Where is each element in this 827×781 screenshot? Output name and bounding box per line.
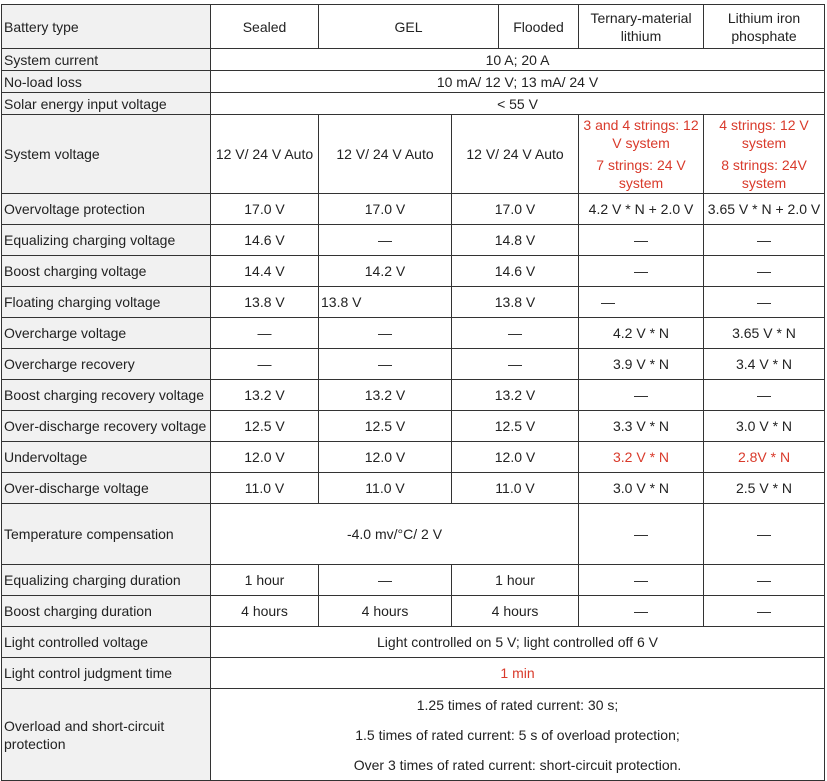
temperature-compensation-lifepo4: — [704, 504, 825, 565]
system-voltage-sealed: 12 V/ 24 V Auto [211, 115, 319, 194]
cell-flooded: 11.0 V [452, 473, 579, 504]
cell-flooded: — [452, 318, 579, 349]
system-voltage-ternary [579, 115, 704, 194]
cell-ternary: 3.9 V * N [579, 349, 704, 380]
cell-lifepo4: 3.0 V * N [704, 411, 825, 442]
cell-flooded: 17.0 V [452, 194, 579, 225]
cell-ternary: 3.0 V * N [579, 473, 704, 504]
cell-ternary: — [579, 225, 704, 256]
boost-duration-ternary: — [579, 596, 704, 627]
no-load-loss-value: 10 mA/ 12 V; 13 mA/ 24 V [211, 71, 825, 93]
eq-duration-gel: — [319, 565, 452, 596]
cell-sealed: 12.0 V [211, 442, 319, 473]
solar-input-value: < 55 V [211, 93, 825, 115]
row-label: Boost charging voltage [2, 256, 211, 287]
cell-flooded: 12.0 V [452, 442, 579, 473]
cell-flooded: 13.8 V [452, 287, 579, 318]
cell-lifepo4: 2.5 V * N [704, 473, 825, 504]
cell-ternary: — [579, 287, 704, 318]
overload-protection-value [211, 689, 825, 781]
cell-gel: 13.8 V [319, 287, 452, 318]
cell-gel: — [319, 225, 452, 256]
lifepo4-strings-24v: 8 strings: 24V system [721, 157, 807, 191]
cell-gel: 12.5 V [319, 411, 452, 442]
cell-ternary: 4.2 V * N [579, 318, 704, 349]
row-label-overload-protection: Overload and short-circuit protection [2, 689, 211, 781]
overload-line-3: Over 3 times of rated current: short-circuit protection. [353, 756, 682, 773]
eq-duration-lifepo4: — [704, 565, 825, 596]
boost-duration-sealed: 4 hours [211, 596, 319, 627]
cell-flooded: 12.5 V [452, 411, 579, 442]
cell-gel: 11.0 V [319, 473, 452, 504]
header-gel: GEL [319, 5, 499, 49]
cell-lifepo4: — [704, 256, 825, 287]
row-label: Floating charging voltage [2, 287, 211, 318]
light-controlled-voltage-value: Light controlled on 5 V; light controlled off 6 V [211, 627, 825, 658]
cell-gel: — [319, 318, 452, 349]
ternary-strings-12v: 3 and 4 strings: 12 V system [583, 117, 699, 151]
row-label: Overcharge voltage [2, 318, 211, 349]
cell-sealed: 13.8 V [211, 287, 319, 318]
eq-duration-sealed: 1 hour [211, 565, 319, 596]
cell-sealed: — [211, 349, 319, 380]
header-lifepo4: Lithium iron phosphate [704, 5, 825, 49]
eq-duration-flooded: 1 hour [452, 565, 579, 596]
overload-line-2: 1.5 times of rated current: 5 s of overload protection; [355, 726, 680, 743]
row-label-boost-duration: Boost charging duration [2, 596, 211, 627]
row-label: Overvoltage protection [2, 194, 211, 225]
header-flooded: Flooded [499, 5, 579, 49]
cell-sealed: 17.0 V [211, 194, 319, 225]
cell-sealed: — [211, 318, 319, 349]
cell-gel: 17.0 V [319, 194, 452, 225]
cell-gel: — [319, 349, 452, 380]
cell-ternary: 4.2 V * N + 2.0 V [579, 194, 704, 225]
cell-lifepo4: 3.65 V * N [704, 318, 825, 349]
cell-gel: 13.2 V [319, 380, 452, 411]
cell-ternary: — [579, 256, 704, 287]
ternary-strings-24v: 7 strings: 24 V system [596, 157, 686, 191]
row-label-system-current: System current [2, 49, 211, 71]
cell-ternary: 3.3 V * N [579, 411, 704, 442]
row-label: Boost charging recovery voltage [2, 380, 211, 411]
temperature-compensation-ternary: — [579, 504, 704, 565]
cell-flooded: — [452, 349, 579, 380]
header-ternary: Ternary-material lithium [579, 5, 704, 49]
cell-lifepo4: 2.8V * N [704, 442, 825, 473]
row-label-temperature-compensation: Temperature compensation [2, 504, 211, 565]
header-battery-type: Battery type [2, 5, 211, 49]
cell-sealed: 12.5 V [211, 411, 319, 442]
row-label-light-judgment-time: Light control judgment time [2, 658, 211, 689]
cell-gel: 12.0 V [319, 442, 452, 473]
row-label-light-controlled-voltage: Light controlled voltage [2, 627, 211, 658]
cell-lifepo4: — [704, 380, 825, 411]
row-label-equalizing-duration: Equalizing charging duration [2, 565, 211, 596]
temperature-compensation-value: -4.0 mv/°C/ 2 V [211, 504, 579, 565]
cell-sealed: 14.6 V [211, 225, 319, 256]
system-current-value: 10 A; 20 A [211, 49, 825, 71]
light-judgment-time-value: 1 min [211, 658, 825, 689]
cell-ternary: 3.2 V * N [579, 442, 704, 473]
boost-duration-lifepo4: — [704, 596, 825, 627]
cell-gel: 14.2 V [319, 256, 452, 287]
eq-duration-ternary: — [579, 565, 704, 596]
cell-lifepo4: 3.4 V * N [704, 349, 825, 380]
boost-duration-gel: 4 hours [319, 596, 452, 627]
cell-sealed: 11.0 V [211, 473, 319, 504]
cell-flooded: 14.8 V [452, 225, 579, 256]
row-label-system-voltage: System voltage [2, 115, 211, 194]
system-voltage-flooded: 12 V/ 24 V Auto [452, 115, 579, 194]
overload-line-1: 1.25 times of rated current: 30 s; [416, 696, 619, 713]
system-voltage-lifepo4 [704, 115, 825, 194]
cell-lifepo4: 3.65 V * N + 2.0 V [704, 194, 825, 225]
header-sealed: Sealed [211, 5, 319, 49]
battery-spec-table [1, 4, 825, 781]
row-label-no-load-loss: No-load loss [2, 71, 211, 93]
row-label: Over-discharge voltage [2, 473, 211, 504]
row-label-solar-input: Solar energy input voltage [2, 93, 211, 115]
boost-duration-flooded: 4 hours [452, 596, 579, 627]
cell-lifepo4: — [704, 225, 825, 256]
lifepo4-strings-12v: 4 strings: 12 V system [719, 117, 809, 151]
cell-ternary: — [579, 380, 704, 411]
cell-sealed: 14.4 V [211, 256, 319, 287]
cell-flooded: 14.6 V [452, 256, 579, 287]
cell-flooded: 13.2 V [452, 380, 579, 411]
system-voltage-gel: 12 V/ 24 V Auto [319, 115, 452, 194]
row-label: Over-discharge recovery voltage [2, 411, 211, 442]
cell-sealed: 13.2 V [211, 380, 319, 411]
row-label: Undervoltage [2, 442, 211, 473]
row-label: Overcharge recovery [2, 349, 211, 380]
cell-lifepo4: — [704, 287, 825, 318]
row-label: Equalizing charging voltage [2, 225, 211, 256]
